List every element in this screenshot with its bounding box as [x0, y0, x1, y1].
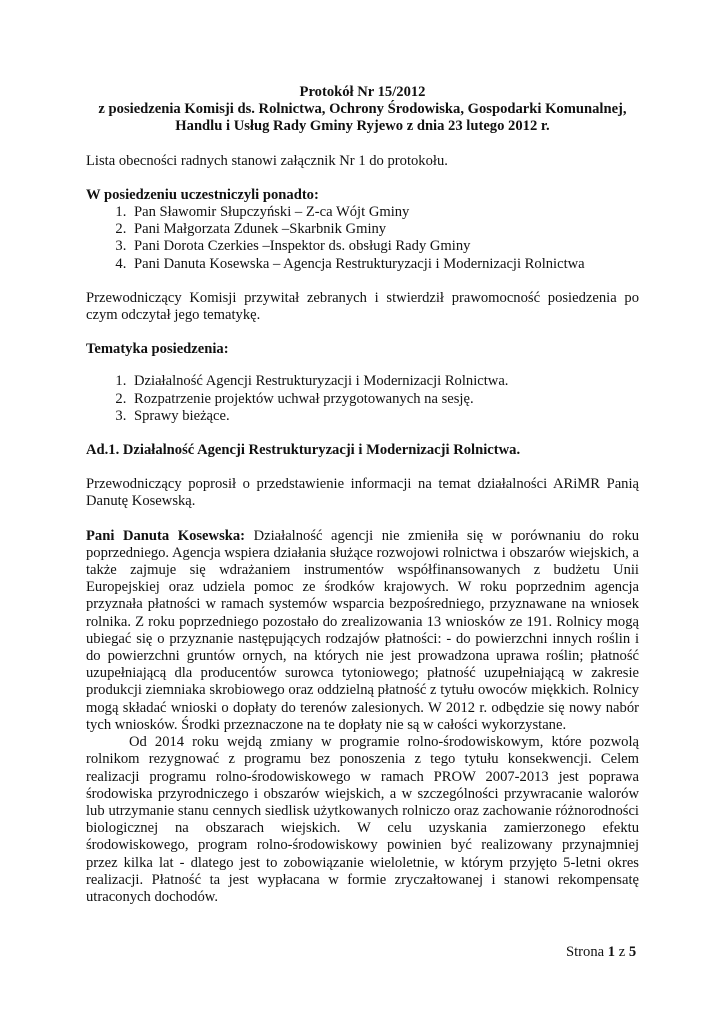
document-body — [86, 84, 639, 906]
speaker-paragraph-2: Od 2014 roku wejdą zmiany w programie rolno-środowiskowym, które pozwolą rolnikom rezygnować z programu bez ponoszenia z tego tytułu konsekwencji. Celem realizacji programu rolno-środowiskowego w ramach PROW 2007-2013 jest poprawa środowiska przyrodniczego i obszarów wiejskich, a w szczególności przywracanie walorów lub utrzymanie stanu cennych siedlisk użytkowanych rolniczo oraz zachowanie różnorodności biologicznej na obszarach wiejskich. W celu uzyskania zamierzonego efektu środowiskowego, program rolno-środowiskowy powinien być realizowany przynajmniej przez kilka lat - dlatego jest to zobowiązanie wieloletnie, w którym przyjęto 5-letni okres realizacji. Płatność ta jest wypłacana w formie zryczałtowanej i stanowi rekompensatę utraconych dochodów. — [86, 734, 639, 905]
page-label: Strona — [566, 944, 605, 960]
attendance-note: Lista obecności radnych stanowi załącznik Nr 1 do protokołu. — [86, 152, 448, 169]
speaker-paragraph — [86, 528, 639, 734]
protocol-title — [86, 84, 639, 136]
participant-item: 2. Pani Małgorzata Zdunek –Skarbnik Gminy — [130, 221, 639, 238]
page-of-label: z — [618, 944, 626, 960]
page-total: 5 — [628, 944, 637, 960]
title-line: Handlu i Usług Rady Gminy Ryjewo z dnia 23 lutego 2012 r. — [175, 118, 550, 135]
speaker-name: Pani Danuta Kosewska: — [86, 527, 246, 544]
opening-paragraph: Przewodniczący Komisji przywitał zebranych i stwierdził prawomocność posiedzenia po czym odczytał jego tematykę. — [86, 289, 639, 324]
participant-item: 3. Pani Dorota Czerkies –Inspektor ds. obsługi Rady Gminy — [130, 238, 639, 255]
agenda-heading: Tematyka posiedzenia: — [86, 341, 229, 358]
agenda-item: 2. Rozpatrzenie projektów uchwał przygotowanych na sesję. — [130, 391, 639, 408]
section1-intro: Przewodniczący poprosił o przedstawienie informacji na temat działalności ARiMR Panią Danutę Kosewską. — [86, 476, 639, 510]
agenda-item: 1. Działalność Agencji Restrukturyzacji i Modernizacji Rolnictwa. — [130, 373, 639, 390]
agenda-item: 3. Sprawy bieżące. — [130, 408, 639, 425]
participant-item: 4. Pani Danuta Kosewska – Agencja Restrukturyzacji i Modernizacji Rolnictwa — [130, 256, 639, 273]
agenda-list — [86, 373, 639, 425]
participants-list — [86, 204, 639, 273]
page-number: 1 — [607, 944, 616, 960]
section1-heading: Ad.1. Działalność Agencji Restrukturyzacji i Modernizacji Rolnictwa. — [86, 442, 521, 459]
title-line: Protokół Nr 15/2012 — [299, 84, 426, 100]
participants-heading: W posiedzeniu uczestniczyli ponadto: — [86, 186, 319, 203]
title-line: z posiedzenia Komisji ds. Rolnictwa, Ochrony Środowiska, Gospodarki Komunalnej, — [98, 101, 627, 118]
participant-item: 1. Pan Sławomir Słupczyński – Z-ca Wójt Gminy — [130, 204, 639, 221]
speaker-text: Działalność agencji nie zmieniła się w porównaniu do roku poprzedniego. Agencja wspiera działania służące rozwojowi rolnictwa i obszarów wiejskich, a także zajmuje się wdrażaniem instrumentów współfinansowanych z budżetu Unii Europejskiej oraz udziela pomoc ze środków krajowych. W roku poprzednim agencja przyznała płatności w ramach systemów wsparcia bezpośredniego, przyznawane na wniosek rolnika. Z roku poprzedniego pozostało do zrealizowania 13 wniosków ze 191. Rolnicy mogą ubiegać się o przyznanie następujących rodzajów płatności: - do powierzchni innych roślin i do powierzchni gruntów ornych, na których nie jest prowadzona uprawa roślin; płatność uzupełniającą dla producentów surowca tytoniowego; płatność uzupełniającą w zakresie produkcji ziemniaka skrobiowego oraz oddzielną płatność z tytułu owoców miękkich. Rolnicy mogą składać wnioski o dopłaty do terenów zalesionych. W 2012 r. odbędzie się nowy nabór tych wniosków. Środki przeznaczone na te dopłaty nie są w całości wykorzystane. — [86, 527, 639, 733]
page-footer — [566, 944, 636, 961]
